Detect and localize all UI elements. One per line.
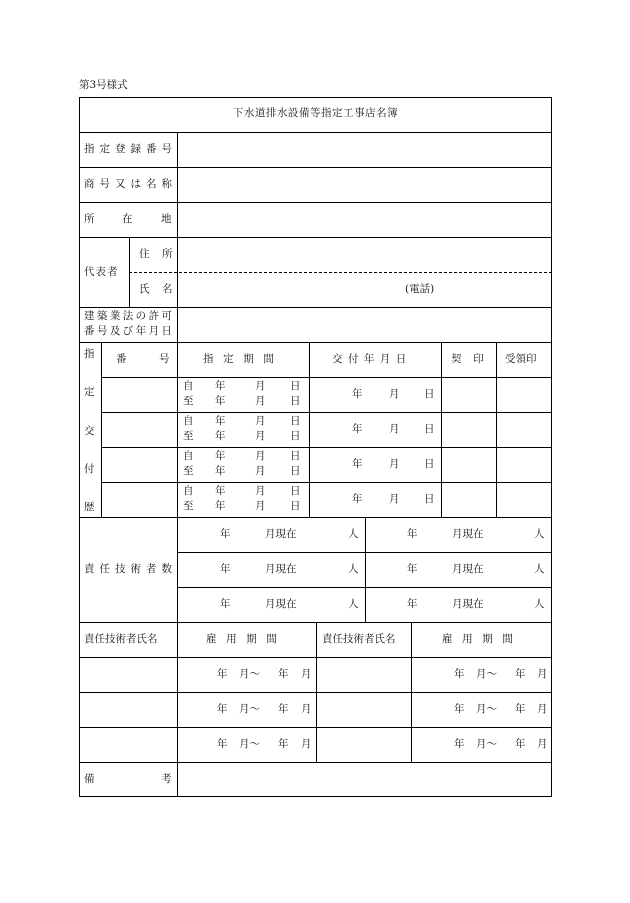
history-to-year: 年 xyxy=(215,465,226,477)
history-from-month: 月 xyxy=(255,485,266,497)
divider-count-mid xyxy=(365,517,366,622)
engineer-count-label: 責任技術者数 xyxy=(84,563,172,575)
history-side-label-3: 交 xyxy=(84,425,95,437)
trade-name-label: 商号又は名称 xyxy=(84,178,172,190)
employment-right-year2: 年 xyxy=(515,668,526,680)
history-from-year: 年 xyxy=(215,485,226,497)
rule-history-1 xyxy=(101,412,552,413)
employment-left-year2: 年 xyxy=(278,668,289,680)
history-from-month: 月 xyxy=(255,415,266,427)
history-to-day: 日 xyxy=(290,395,301,407)
divider-label-2 xyxy=(177,517,178,797)
divider-period-issue xyxy=(309,342,310,517)
history-to-day: 日 xyxy=(290,465,301,477)
employment-left-month2: 月 xyxy=(301,703,312,715)
history-issue-day: 日 xyxy=(424,458,435,470)
phone-label: (電話) xyxy=(405,283,435,295)
employment-right-month-tilde: 月〜 xyxy=(476,703,497,715)
rule-address-dashed xyxy=(129,272,552,273)
employment-left-year1: 年 xyxy=(217,668,228,680)
rule-history-2 xyxy=(101,447,552,448)
address-label-2: 所 xyxy=(162,248,173,260)
rule-engineer-end xyxy=(79,762,552,763)
count-right-year: 年 xyxy=(407,528,418,540)
history-from-day: 日 xyxy=(290,380,301,392)
history-from-month: 月 xyxy=(255,450,266,462)
border-bottom xyxy=(79,796,552,797)
form-number: 第3号様式 xyxy=(79,79,128,91)
employment-period-label-right: 雇 用 期 間 xyxy=(442,633,517,645)
employment-right-month-tilde: 月〜 xyxy=(476,668,497,680)
representative-label: 代表者 xyxy=(84,266,119,278)
history-from-year: 年 xyxy=(215,450,226,462)
history-side-label-2: 定 xyxy=(84,386,95,398)
count-left-people: 人 xyxy=(348,563,359,575)
count-left-year: 年 xyxy=(220,528,231,540)
divider-history-side xyxy=(101,342,102,517)
count-right-year: 年 xyxy=(407,598,418,610)
count-left-year: 年 xyxy=(220,563,231,575)
count-right-month: 月現在 xyxy=(452,598,484,610)
engineer-name-label-left: 責任技術者氏名 xyxy=(84,633,158,645)
history-from-mark: 自 xyxy=(183,485,194,497)
employment-left-month-tilde: 月〜 xyxy=(239,668,260,680)
history-from-year: 年 xyxy=(215,415,226,427)
history-issue-year: 年 xyxy=(352,388,363,400)
count-left-people: 人 xyxy=(348,598,359,610)
history-from-mark: 自 xyxy=(183,415,194,427)
count-right-people: 人 xyxy=(534,598,545,610)
rule-history-header xyxy=(101,377,552,378)
count-right-people: 人 xyxy=(534,563,545,575)
employment-left-month2: 月 xyxy=(301,738,312,750)
history-to-mark: 至 xyxy=(183,500,194,512)
rule-title xyxy=(79,132,552,133)
rule-location xyxy=(79,237,552,238)
border-left xyxy=(79,97,80,797)
history-to-day: 日 xyxy=(290,430,301,442)
location-label-1: 所 xyxy=(84,213,95,225)
name-label-1: 氏 xyxy=(139,283,150,295)
history-issue-month: 月 xyxy=(389,388,400,400)
employment-left-year1: 年 xyxy=(217,703,228,715)
history-to-mark: 至 xyxy=(183,430,194,442)
remarks-label-2: 考 xyxy=(161,773,172,785)
history-from-day: 日 xyxy=(290,415,301,427)
history-from-day: 日 xyxy=(290,485,301,497)
name-label-2: 名 xyxy=(162,283,173,295)
count-left-month: 月現在 xyxy=(265,528,297,540)
history-issue-month: 月 xyxy=(389,493,400,505)
col-receipt-label: 受領印 xyxy=(505,353,537,365)
col-number-label-1: 番 xyxy=(116,353,127,365)
rule-registration xyxy=(79,167,552,168)
history-to-month: 月 xyxy=(255,465,266,477)
engineer-name-label-right: 責任技術者氏名 xyxy=(322,633,396,645)
employment-left-month-tilde: 月〜 xyxy=(239,738,260,750)
count-right-month: 月現在 xyxy=(452,528,484,540)
count-left-people: 人 xyxy=(348,528,359,540)
rule-history-end xyxy=(79,517,552,518)
history-to-month: 月 xyxy=(255,500,266,512)
history-issue-month: 月 xyxy=(389,423,400,435)
history-side-label-5: 歴 xyxy=(84,501,95,513)
history-to-year: 年 xyxy=(215,395,226,407)
history-to-month: 月 xyxy=(255,395,266,407)
employment-left-year2: 年 xyxy=(278,703,289,715)
divider-representative xyxy=(129,237,130,307)
count-left-month: 月現在 xyxy=(265,598,297,610)
count-left-month: 月現在 xyxy=(265,563,297,575)
history-from-day: 日 xyxy=(290,450,301,462)
employment-right-year2: 年 xyxy=(515,738,526,750)
col-issue-date-label: 交 付 年 月 日 xyxy=(332,353,408,365)
location-label-2: 在 xyxy=(122,213,133,225)
history-to-mark: 至 xyxy=(183,395,194,407)
address-label-1: 住 xyxy=(139,248,150,260)
history-to-day: 日 xyxy=(290,500,301,512)
divider-engineer-a xyxy=(316,622,317,762)
divider-issue-seal xyxy=(441,342,442,517)
history-issue-day: 日 xyxy=(424,388,435,400)
employment-right-month2: 月 xyxy=(537,738,548,750)
employment-left-year1: 年 xyxy=(217,738,228,750)
rule-history-3 xyxy=(101,482,552,483)
history-to-month: 月 xyxy=(255,430,266,442)
registry-form xyxy=(79,97,552,797)
col-number-label-2: 号 xyxy=(159,353,170,365)
count-right-month: 月現在 xyxy=(452,563,484,575)
history-from-mark: 自 xyxy=(183,380,194,392)
count-right-people: 人 xyxy=(534,528,545,540)
rule-representative xyxy=(79,307,552,308)
history-to-mark: 至 xyxy=(183,465,194,477)
employment-right-month2: 月 xyxy=(537,703,548,715)
border-right xyxy=(551,97,552,797)
employment-right-month2: 月 xyxy=(537,668,548,680)
history-issue-day: 日 xyxy=(424,493,435,505)
employment-right-year2: 年 xyxy=(515,703,526,715)
divider-engineer-b xyxy=(411,622,412,762)
history-to-year: 年 xyxy=(215,500,226,512)
count-right-year: 年 xyxy=(407,563,418,575)
divider-seal-receipt xyxy=(496,342,497,517)
history-from-year: 年 xyxy=(215,380,226,392)
col-seal-label: 契 印 xyxy=(451,353,488,365)
form-title: 下水道排水設備等指定工事店名簿 xyxy=(232,107,399,119)
history-issue-year: 年 xyxy=(352,493,363,505)
remarks-label-1: 備 xyxy=(84,773,95,785)
history-issue-year: 年 xyxy=(352,423,363,435)
divider-label xyxy=(177,132,178,517)
employment-period-label-left: 雇 用 期 間 xyxy=(206,633,281,645)
history-side-label-4: 付 xyxy=(84,463,95,475)
history-to-year: 年 xyxy=(215,430,226,442)
employment-left-year2: 年 xyxy=(278,738,289,750)
history-from-month: 月 xyxy=(255,380,266,392)
border-top xyxy=(79,97,552,98)
employment-left-month-tilde: 月〜 xyxy=(239,703,260,715)
employment-left-month2: 月 xyxy=(301,668,312,680)
history-issue-month: 月 xyxy=(389,458,400,470)
history-from-mark: 自 xyxy=(183,450,194,462)
employment-right-month-tilde: 月〜 xyxy=(476,738,497,750)
registration-number-label: 指定登録番号 xyxy=(84,143,172,155)
employment-right-year1: 年 xyxy=(454,668,465,680)
col-period-label: 指 定 期 間 xyxy=(203,353,278,365)
location-label-3: 地 xyxy=(161,213,172,225)
count-left-year: 年 xyxy=(220,598,231,610)
history-issue-year: 年 xyxy=(352,458,363,470)
permit-label-line2: 番号及び年月日 xyxy=(84,325,172,337)
rule-trade-name xyxy=(79,202,552,203)
history-side-label-1: 指 xyxy=(84,348,95,360)
employment-right-year1: 年 xyxy=(454,738,465,750)
permit-label-line1: 建築業法の許可 xyxy=(84,310,172,322)
history-issue-day: 日 xyxy=(424,423,435,435)
employment-right-year1: 年 xyxy=(454,703,465,715)
rule-permit xyxy=(79,342,552,343)
